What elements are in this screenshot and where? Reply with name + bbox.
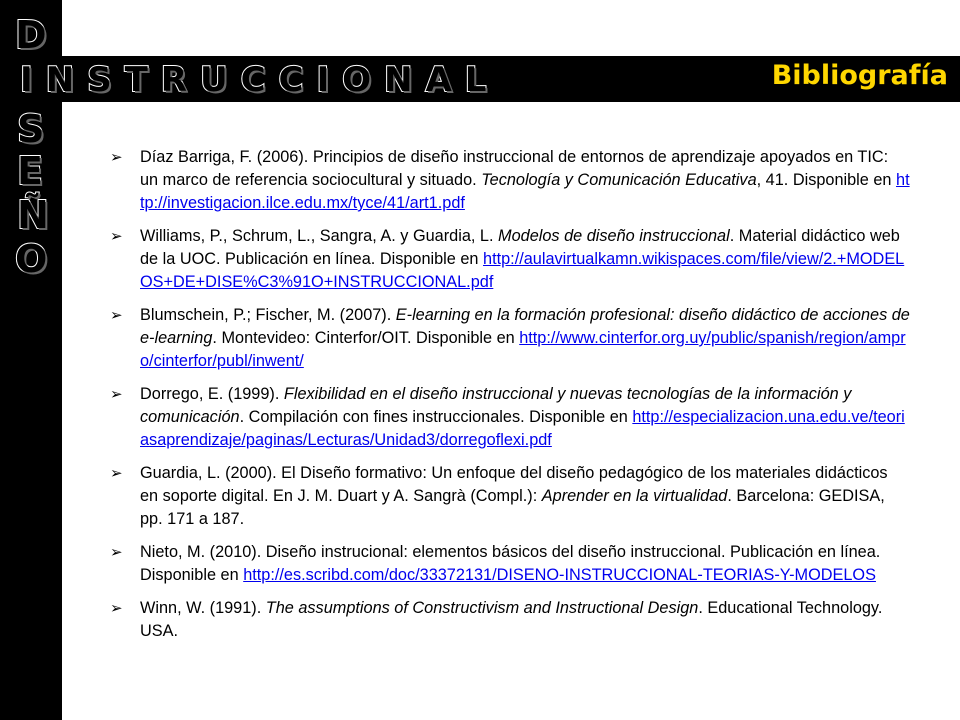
title-letter-d: D <box>15 13 47 57</box>
ref-text: Guardia, L. (2000). El Diseño formativo: Un enfoque del diseño pedagógico de los materiales didácticos en soporte digital. En J. M. Duart y A. Sangrà (Compl.): <box>140 464 888 505</box>
ref-title: E-learning en la formación profesional: diseño didáctico de acciones de e-learning <box>140 306 910 347</box>
arrow-bullet-icon: ➢ <box>110 600 123 617</box>
ref-text: Williams, P., Schrum, L., Sangra, A. y Guardia, L. <box>140 227 499 245</box>
section-title: Bibliografía <box>771 60 948 91</box>
reference-link[interactable]: http://aulavirtualkamn.wikispaces.com/file/view/2.+MODELOS+DE+DISE%C3%91O+INSTRUCCIONAL.pdf <box>140 250 905 291</box>
ref-text: Nieto, M. (2010). Diseño instrucional: elementos básicos del diseño instruccional. Publicación en línea. Disponible en <box>140 543 881 584</box>
ref-text: Blumschein, P.; Fischer, M. (2007). <box>140 306 396 324</box>
title-letter-s: S <box>17 107 45 151</box>
arrow-bullet-icon: ➢ <box>110 228 123 245</box>
ref-text: Winn, W. (1991). <box>140 599 266 617</box>
arrow-bullet-icon: ➢ <box>110 386 123 403</box>
reference-list <box>110 146 910 653</box>
ref-text: . Compilación con fines instruccionales. Disponible en <box>239 408 633 426</box>
reference-item <box>110 225 910 294</box>
ref-text: Díaz Barriga, F. (2006). Principios de diseño instruccional de entornos de aprendizaje apoyados en TIC: un marco de referencia sociocultural y situado. <box>140 148 889 189</box>
ref-title: Aprender en la virtualidad <box>541 487 728 505</box>
ref-text: . Barcelona: GEDISA, pp. 171 a 187. <box>140 487 885 528</box>
title-letter-o: O <box>15 237 48 281</box>
ref-text: . Material didáctico web de la UOC. Publicación en línea. Disponible en <box>140 227 900 268</box>
title-letter-e: E <box>17 149 43 193</box>
reference-item <box>110 146 910 215</box>
reference-item <box>110 541 910 587</box>
reference-link[interactable]: http://especializacion.una.edu.ve/teoriasaprendizaje/paginas/Lecturas/Unidad3/dorregoflexi.pdf <box>140 408 905 449</box>
ref-title: Tecnología y Comunicación Educativa <box>481 171 757 189</box>
ref-text: , 41. Disponible en <box>756 171 897 189</box>
reference-item <box>110 383 910 452</box>
ref-text: . Educational Technology. USA. <box>140 599 883 640</box>
ref-text: . Montevideo: Cinterfor/OIT. Disponible en <box>212 329 520 347</box>
reference-item <box>110 304 910 373</box>
arrow-bullet-icon: ➢ <box>110 544 123 561</box>
arrow-bullet-icon: ➢ <box>110 149 123 166</box>
ref-title: Modelos de diseño instruccional <box>498 227 730 245</box>
ref-title: Flexibilidad en el diseño instruccional y nuevas tecnologías de la información y comunicación <box>140 385 852 426</box>
ref-title: The assumptions of Constructivism and Instructional Design <box>265 599 699 617</box>
title-instruccional: INSTRUCCIONAL <box>20 60 500 100</box>
arrow-bullet-icon: ➢ <box>110 465 123 482</box>
arrow-bullet-icon: ➢ <box>110 307 123 324</box>
title-letter-enye: Ñ <box>17 193 49 237</box>
ref-text: Dorrego, E. (1999). <box>140 385 284 403</box>
reference-item <box>110 462 910 531</box>
reference-item <box>110 597 910 643</box>
reference-link[interactable]: http://es.scribd.com/doc/33372131/DISENO-INSTRUCCIONAL-TEORIAS-Y-MODELOS <box>243 566 876 584</box>
reference-link[interactable]: http://investigacion.ilce.edu.mx/tyce/41/art1.pdf <box>140 171 910 212</box>
reference-link[interactable]: http://www.cinterfor.org.uy/public/spanish/region/ampro/cinterfor/publ/inwent/ <box>140 329 906 370</box>
